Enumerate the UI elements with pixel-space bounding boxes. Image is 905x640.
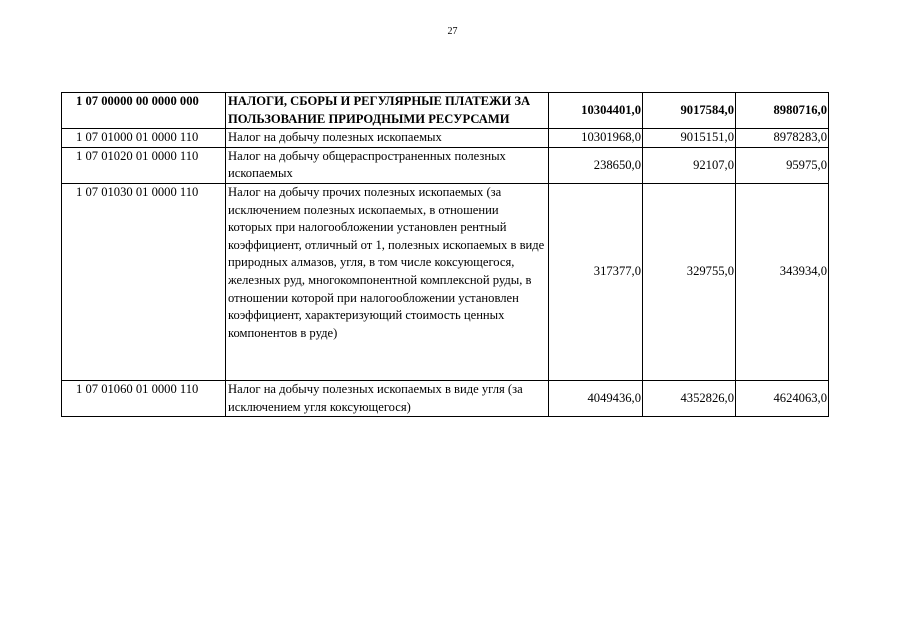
kbk-code-cell: 1 07 01000 01 0000 110	[62, 129, 226, 148]
amount-cell-year-1: 10304401,0	[549, 93, 643, 129]
table-row	[62, 129, 829, 148]
amount-cell-year-3: 8980716,0	[736, 93, 829, 129]
table-row	[62, 183, 829, 380]
amount-cell-year-2: 9017584,0	[643, 93, 736, 129]
kbk-code-cell: 1 07 01020 01 0000 110	[62, 147, 226, 183]
kbk-code-cell: 1 07 01060 01 0000 110	[62, 380, 226, 416]
amount-cell-year-3: 4624063,0	[736, 380, 829, 416]
amount-cell-year-3: 343934,0	[736, 183, 829, 380]
amount-cell-year-1: 238650,0	[549, 147, 643, 183]
kbk-code-cell: 1 07 00000 00 0000 000	[62, 93, 226, 129]
amount-cell-year-1: 4049436,0	[549, 380, 643, 416]
income-name-cell: Налог на добычу общераспространенных полезных ископаемых	[226, 147, 549, 183]
amount-cell-year-2: 4352826,0	[643, 380, 736, 416]
amount-cell-year-2: 9015151,0	[643, 129, 736, 148]
income-name-cell: Налог на добычу полезных ископаемых в виде угля (за исключением угля коксующегося)	[226, 380, 549, 416]
income-name-cell: Налог на добычу полезных ископаемых	[226, 129, 549, 148]
income-name-cell: НАЛОГИ, СБОРЫ И РЕГУЛЯРНЫЕ ПЛАТЕЖИ ЗА ПОЛЬЗОВАНИЕ ПРИРОДНЫМИ РЕСУРСАМИ	[226, 93, 549, 129]
kbk-code-cell: 1 07 01030 01 0000 110	[62, 183, 226, 380]
budget-table	[61, 92, 829, 417]
amount-cell-year-3: 8978283,0	[736, 129, 829, 148]
amount-cell-year-1: 317377,0	[549, 183, 643, 380]
table-row	[62, 93, 829, 129]
table-row	[62, 380, 829, 416]
amount-cell-year-2: 329755,0	[643, 183, 736, 380]
amount-cell-year-2: 92107,0	[643, 147, 736, 183]
amount-cell-year-1: 10301968,0	[549, 129, 643, 148]
income-name-cell: Налог на добычу прочих полезных ископаемых (за исключением полезных ископаемых, в отношении которых при налогообложении установлен рентный коэффициент, отличный от 1, полезных ископаемых в виде природных алмазов, угля, в том числе коксующегося, железных руд, многокомпонентной комплексной руды, в отношении которой при налогообложении установлен коэффициент, характеризующий стоимость ценных компонентов в руде)	[226, 183, 549, 380]
page-number: 27	[447, 26, 458, 37]
table-row	[62, 147, 829, 183]
amount-cell-year-3: 95975,0	[736, 147, 829, 183]
